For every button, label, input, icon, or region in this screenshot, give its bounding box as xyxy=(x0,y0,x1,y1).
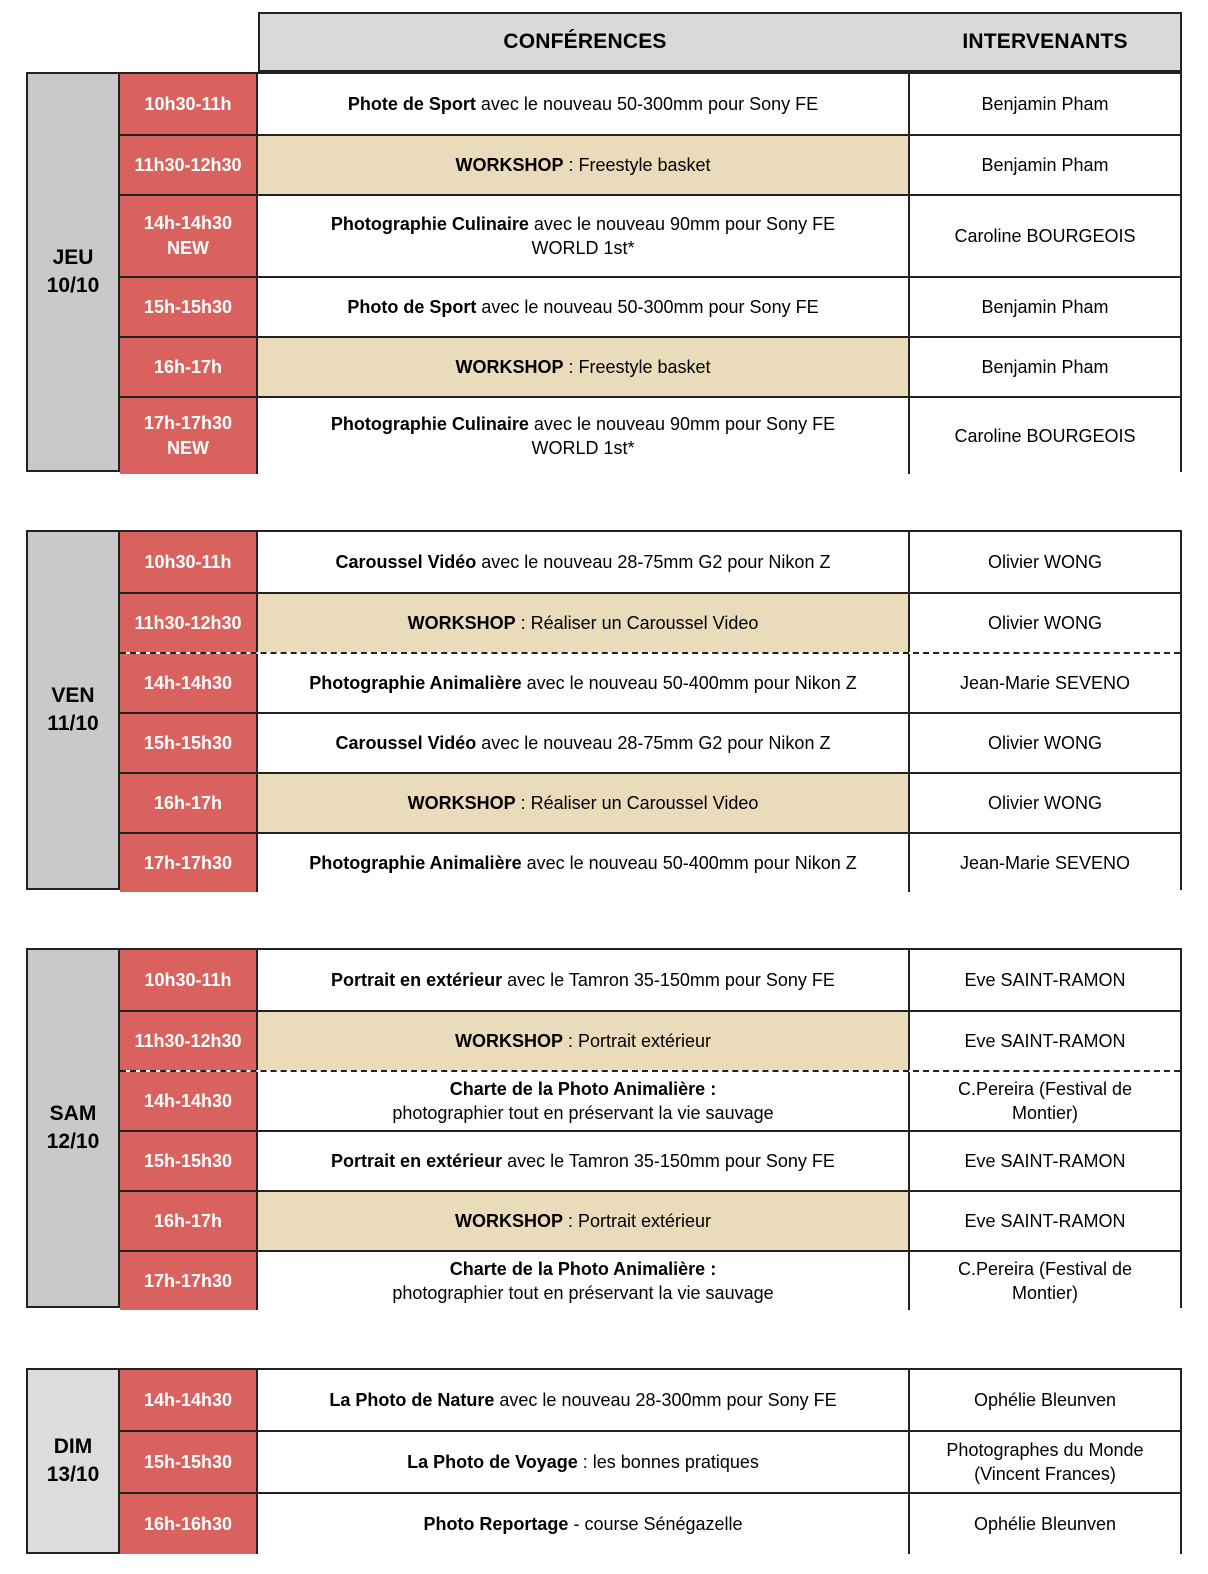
session-time xyxy=(120,1072,258,1130)
conference-line xyxy=(309,671,857,695)
conference-detail: - course Sénégazelle xyxy=(568,1514,743,1534)
session-list xyxy=(120,530,1182,890)
conference-detail: avec le Tamron 35-150mm pour Sony FE xyxy=(502,970,835,990)
conference-cell xyxy=(258,654,910,712)
time-range: 17h-17h30 xyxy=(143,413,233,433)
session-row xyxy=(120,532,1180,592)
speaker-affiliation: (Vincent Frances) xyxy=(974,1464,1116,1484)
speaker-cell xyxy=(910,338,1180,396)
conference-detail: : les bonnes pratiques xyxy=(577,1452,759,1472)
conference-title: Photographie Animalière xyxy=(309,673,522,693)
speaker-name: Caroline BOURGEOIS xyxy=(954,226,1136,246)
conference-title: WORKSHOP xyxy=(407,793,516,813)
session-row xyxy=(120,1492,1180,1554)
day-date: 10/10 xyxy=(46,274,100,297)
day-label xyxy=(26,72,120,472)
speaker-cell xyxy=(910,834,1180,892)
conference-detail: avec le nouveau 50-300mm pour Sony FE xyxy=(475,94,819,114)
session-row xyxy=(120,592,1180,652)
time-range: 11h30-12h30 xyxy=(134,612,242,633)
speaker-name: Eve SAINT-RAMON xyxy=(964,1151,1126,1171)
speaker-name: Olivier WONG xyxy=(988,793,1102,813)
conference-line xyxy=(408,791,759,815)
session-row xyxy=(120,336,1180,396)
conference-title: La Photo de Nature xyxy=(329,1390,495,1410)
conference-subline: WORLD 1st* xyxy=(531,438,635,458)
conference-detail: : Réaliser un Caroussel Video xyxy=(515,613,759,633)
conference-title: Portrait en extérieur xyxy=(331,970,503,990)
conference-cell xyxy=(258,1432,910,1492)
conference-detail: avec le nouveau 90mm pour Sony FE xyxy=(528,214,836,234)
conference-cell xyxy=(258,74,910,134)
session-row xyxy=(120,1010,1180,1070)
session-time xyxy=(120,654,258,712)
workshop-cell xyxy=(258,136,910,194)
session-time xyxy=(120,594,258,652)
speaker-name: Eve SAINT-RAMON xyxy=(964,1211,1126,1231)
time-range: 10h30-11h xyxy=(144,551,232,572)
conference-line xyxy=(331,1149,835,1173)
session-time xyxy=(120,1192,258,1250)
time-range: 17h-17h30 xyxy=(143,1270,233,1291)
header-intervenants: INTERVENANTS xyxy=(910,12,1182,72)
session-row xyxy=(120,194,1180,276)
speaker-name: Ophélie Bleunven xyxy=(973,1514,1117,1534)
conference-detail: avec le nouveau 90mm pour Sony FE xyxy=(528,414,836,434)
conference-detail: : Portrait extérieur xyxy=(562,1211,712,1231)
workshop-cell xyxy=(258,1192,910,1250)
conference-title: WORKSHOP xyxy=(407,613,516,633)
session-time xyxy=(120,714,258,772)
speaker-affiliation: Montier) xyxy=(1011,1103,1078,1123)
time-range: 10h30-11h xyxy=(144,93,232,114)
time-range: 17h-17h30 xyxy=(143,852,233,873)
session-time xyxy=(120,1494,258,1554)
speaker-name: Jean-Marie SEVENO xyxy=(959,673,1131,693)
session-row xyxy=(120,772,1180,832)
conference-cell xyxy=(258,1494,910,1554)
speaker-name: Benjamin Pham xyxy=(981,155,1109,175)
day-block-jeu xyxy=(26,72,1182,472)
speaker-name: Olivier WONG xyxy=(988,613,1102,633)
day-name: JEU xyxy=(52,246,94,269)
speaker-name: Caroline BOURGEOIS xyxy=(954,426,1136,446)
day-name: VEN xyxy=(51,684,95,707)
conference-cell xyxy=(258,714,910,772)
conference-title: Phote de Sport xyxy=(347,94,476,114)
conference-line xyxy=(331,212,835,236)
conference-line xyxy=(347,295,818,319)
speaker-cell xyxy=(910,1432,1180,1492)
session-row xyxy=(120,950,1180,1010)
time-range: 16h-17h xyxy=(153,1210,223,1231)
speaker-cell xyxy=(910,594,1180,652)
conference-cell xyxy=(258,196,910,276)
conference-line xyxy=(450,1257,716,1281)
session-time xyxy=(120,196,258,276)
conference-title: Photo Reportage xyxy=(423,1514,569,1534)
conference-line xyxy=(331,968,835,992)
session-list xyxy=(120,1368,1182,1554)
conference-cell xyxy=(258,834,910,892)
session-row xyxy=(120,134,1180,194)
speaker-cell xyxy=(910,74,1180,134)
speaker-cell xyxy=(910,196,1180,276)
conference-detail: avec le nouveau 28-300mm pour Sony FE xyxy=(494,1390,837,1410)
session-time xyxy=(120,1012,258,1070)
conference-line xyxy=(408,611,759,635)
conference-detail: avec le nouveau 50-400mm pour Nikon Z xyxy=(521,673,857,693)
conference-title: Photo de Sport xyxy=(347,297,477,317)
conference-cell xyxy=(258,1370,910,1430)
day-date: 12/10 xyxy=(46,1130,100,1153)
session-row xyxy=(120,1070,1180,1130)
speaker-cell xyxy=(910,950,1180,1010)
time-range: 16h-17h xyxy=(153,356,223,377)
conference-cell xyxy=(258,1252,910,1310)
day-date: 13/10 xyxy=(46,1463,100,1486)
speaker-cell xyxy=(910,1252,1180,1310)
time-range: 14h-14h30 xyxy=(143,1389,233,1410)
conference-subline: photographier tout en préservant la vie sauvage xyxy=(392,1103,774,1123)
speaker-cell xyxy=(910,278,1180,336)
new-badge: NEW xyxy=(167,438,209,458)
speaker-name: Benjamin Pham xyxy=(981,297,1109,317)
new-badge: NEW xyxy=(167,238,209,258)
day-label xyxy=(26,948,120,1308)
session-row xyxy=(120,1190,1180,1250)
day-block-ven xyxy=(26,530,1182,890)
session-row xyxy=(120,1250,1180,1310)
conference-title: WORKSHOP xyxy=(455,357,564,377)
session-row xyxy=(120,1130,1180,1190)
session-row xyxy=(120,1370,1180,1430)
day-block-dim xyxy=(26,1368,1182,1554)
session-time xyxy=(120,774,258,832)
session-time xyxy=(120,398,258,474)
day-block-sam xyxy=(26,948,1182,1308)
speaker-name: Benjamin Pham xyxy=(981,357,1109,377)
conference-detail: : Réaliser un Caroussel Video xyxy=(515,793,759,813)
conference-detail: avec le nouveau 50-400mm pour Nikon Z xyxy=(521,853,857,873)
speaker-cell xyxy=(910,774,1180,832)
session-time xyxy=(120,834,258,892)
session-time xyxy=(120,338,258,396)
conference-subline: WORLD 1st* xyxy=(531,238,635,258)
speaker-affiliation: Montier) xyxy=(1011,1283,1078,1303)
conference-subline: photographier tout en préservant la vie sauvage xyxy=(392,1283,774,1303)
conference-line xyxy=(407,1450,759,1474)
conference-title: Caroussel Vidéo xyxy=(335,552,477,572)
conference-line xyxy=(336,550,831,574)
workshop-cell xyxy=(258,594,910,652)
conference-title: Caroussel Vidéo xyxy=(335,733,477,753)
conference-title: Charte de la Photo Animalière : xyxy=(449,1079,717,1099)
time-range: 14h-14h30 xyxy=(143,1090,233,1111)
conference-line xyxy=(331,412,835,436)
speaker-name: Ophélie Bleunven xyxy=(973,1390,1117,1410)
conference-detail: avec le nouveau 50-300mm pour Sony FE xyxy=(476,297,819,317)
speaker-cell xyxy=(910,654,1180,712)
speaker-cell xyxy=(910,1012,1180,1070)
conference-cell xyxy=(258,278,910,336)
session-time xyxy=(120,532,258,592)
speaker-cell xyxy=(910,1072,1180,1130)
day-date: 11/10 xyxy=(47,712,99,735)
session-list xyxy=(120,948,1182,1308)
conference-title: Photographie Culinaire xyxy=(330,214,529,234)
speaker-cell xyxy=(910,136,1180,194)
time-range: 15h-15h30 xyxy=(143,296,233,317)
workshop-cell xyxy=(258,1012,910,1070)
conference-detail: avec le nouveau 28-75mm G2 pour Nikon Z xyxy=(476,733,831,753)
workshop-cell xyxy=(258,774,910,832)
conference-line xyxy=(455,153,710,177)
time-range: 16h-16h30 xyxy=(143,1513,233,1534)
speaker-cell xyxy=(910,532,1180,592)
time-range: 11h30-12h30 xyxy=(134,1030,242,1051)
speaker-cell xyxy=(910,1132,1180,1190)
session-time xyxy=(120,950,258,1010)
time-range: 15h-15h30 xyxy=(143,732,233,753)
session-time xyxy=(120,136,258,194)
conference-line xyxy=(309,851,857,875)
conference-cell xyxy=(258,950,910,1010)
conference-title: Photographie Animalière xyxy=(309,853,522,873)
session-list xyxy=(120,72,1182,472)
speaker-cell xyxy=(910,398,1180,474)
time-range: 10h30-11h xyxy=(144,969,232,990)
speaker-name: Photographes du Monde xyxy=(946,1440,1144,1460)
conference-cell xyxy=(258,398,910,474)
conference-title: Portrait en extérieur xyxy=(331,1151,503,1171)
speaker-cell xyxy=(910,1494,1180,1554)
conference-detail: : Portrait extérieur xyxy=(562,1031,712,1051)
time-range: 14h-14h30 xyxy=(143,672,233,693)
session-time xyxy=(120,278,258,336)
conference-detail: : Freestyle basket xyxy=(563,357,711,377)
conference-line xyxy=(450,1077,716,1101)
conference-title: WORKSHOP xyxy=(454,1031,563,1051)
conference-title: La Photo de Voyage xyxy=(407,1452,578,1472)
session-time xyxy=(120,1370,258,1430)
workshop-cell xyxy=(258,338,910,396)
conference-cell xyxy=(258,532,910,592)
day-label xyxy=(26,1368,120,1554)
day-label xyxy=(26,530,120,890)
time-range: 11h30-12h30 xyxy=(134,154,242,175)
session-time xyxy=(120,74,258,134)
conference-line xyxy=(423,1512,742,1536)
speaker-name: Benjamin Pham xyxy=(981,94,1109,114)
session-time xyxy=(120,1252,258,1310)
session-row xyxy=(120,276,1180,336)
speaker-name: Eve SAINT-RAMON xyxy=(964,1031,1126,1051)
speaker-cell xyxy=(910,1370,1180,1430)
speaker-name: C.Pereira (Festival de xyxy=(957,1259,1133,1279)
time-range: 16h-17h xyxy=(153,792,223,813)
speaker-name: Eve SAINT-RAMON xyxy=(964,970,1126,990)
conference-title: Photographie Culinaire xyxy=(330,414,529,434)
day-name: SAM xyxy=(49,1102,97,1125)
time-range: 15h-15h30 xyxy=(143,1150,233,1171)
session-row xyxy=(120,74,1180,134)
session-row xyxy=(120,1430,1180,1492)
session-row xyxy=(120,712,1180,772)
conference-cell xyxy=(258,1072,910,1130)
conference-detail: avec le nouveau 28-75mm G2 pour Nikon Z xyxy=(476,552,831,572)
conference-cell xyxy=(258,1132,910,1190)
session-row xyxy=(120,832,1180,892)
speaker-name: Olivier WONG xyxy=(988,733,1102,753)
conference-line xyxy=(336,731,831,755)
conference-detail: : Freestyle basket xyxy=(563,155,711,175)
session-row xyxy=(120,396,1180,474)
speaker-name: C.Pereira (Festival de xyxy=(957,1079,1133,1099)
time-range: 15h-15h30 xyxy=(143,1451,233,1472)
conference-line xyxy=(455,1209,711,1233)
header-conferences: CONFÉRENCES xyxy=(258,12,912,72)
conference-title: WORKSHOP xyxy=(454,1211,563,1231)
conference-title: Charte de la Photo Animalière : xyxy=(449,1259,717,1279)
conference-line xyxy=(455,1029,711,1053)
speaker-cell xyxy=(910,714,1180,772)
session-time xyxy=(120,1132,258,1190)
session-row xyxy=(120,652,1180,712)
conference-line xyxy=(348,92,818,116)
conference-line xyxy=(455,355,710,379)
conference-detail: avec le Tamron 35-150mm pour Sony FE xyxy=(502,1151,835,1171)
conference-line xyxy=(329,1388,836,1412)
session-time xyxy=(120,1432,258,1492)
day-name: DIM xyxy=(53,1435,93,1458)
speaker-cell xyxy=(910,1192,1180,1250)
time-range: 14h-14h30 xyxy=(143,213,233,233)
conference-title: WORKSHOP xyxy=(455,155,564,175)
speaker-name: Jean-Marie SEVENO xyxy=(959,853,1131,873)
speaker-name: Olivier WONG xyxy=(988,552,1102,572)
